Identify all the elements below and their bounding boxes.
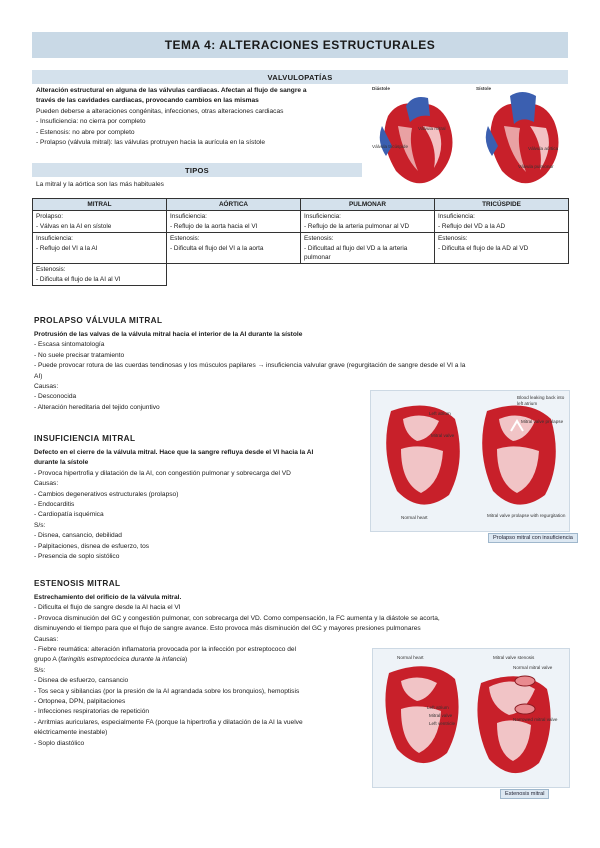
estenosis-cause-2 (34, 655, 370, 665)
insuficiencia-figure (370, 390, 570, 532)
estenosis-cause-2-italic: faringitis estreptocócica durante la infancia (60, 656, 186, 664)
insuficiencia-line: - Cambios degenerativos estructurales (prolapso) (34, 490, 179, 498)
heart-label-aortica: Válvula aórtica (528, 146, 559, 151)
estenosis-after-line: - Soplo diastólico (34, 739, 85, 747)
estenosis-after-line: - Ortopnea, DPN, palpitaciones (34, 698, 126, 706)
valvulopatias-line: Pueden deberse a alteraciones congénitas, infecciones, otras alteraciones cardiacas (36, 107, 284, 115)
tipos-cell (301, 233, 435, 264)
insuf-label-blood-leaking: Blood leaking back into left atrium (517, 395, 565, 406)
est-label-stenosis: Mitral valve stenosis (493, 655, 535, 660)
estenosis-lines-after (34, 666, 370, 749)
prolapso-line: Protrusión de las valvas de la válvula mitral hacia el interior de la AI durante la sístole (34, 331, 303, 338)
estenosis-after-line: S/s: (34, 666, 46, 674)
insuficiencia-illustration (371, 391, 569, 531)
valvulopatias-line: - Prolapso (válvula mitral): las válvulas protruyen hacia la aurícula en la sístole (36, 139, 266, 147)
prolapso-line: Causas: (34, 383, 59, 391)
page-title: TEMA 4: ALTERACIONES ESTRUCTURALES (32, 32, 568, 58)
estenosis-after-line: - Arritmias auriculares, especialmente FA (porque la hipertrofia y dilatación de la AI la vuelve (34, 718, 303, 726)
tipos-cell-desc: - Dificultad al flujo del VD a la arteria pulmonar (304, 244, 408, 262)
estenosis-line: - Provoca disminución del GC y congestión pulmonar, con sobrecarga del VD. Como compensación, la FC aumenta y la diástole se acorta, (34, 614, 440, 622)
insuf-label-normal-heart: Normal heart (401, 515, 428, 520)
tipos-cell (301, 211, 435, 233)
section-heading-tipos: TIPOS (32, 163, 362, 177)
tipos-cell-desc: - Reflujo del VD a la AD (438, 222, 506, 230)
insuficiencia-line: - Palpitaciones, disnea de esfuerzo, tos (34, 542, 150, 550)
prolapso-line: - Escasa sintomatología (34, 341, 105, 349)
estenosis-cause-2-suffix: ) (185, 656, 188, 664)
tipos-cell (301, 264, 435, 286)
insuficiencia-line: S/s: (34, 521, 46, 529)
tipos-row (33, 233, 569, 264)
estenosis-caption: Estenosis mitral (500, 789, 549, 799)
valvulopatias-line: - Estenosis: no abre por completo (36, 128, 135, 136)
tipos-cell-type: Insuficiencia: (438, 213, 475, 221)
valvulopatias-text (36, 86, 366, 148)
tipos-cell-type: Estenosis: (438, 235, 468, 243)
tipos-table (32, 198, 569, 286)
estenosis-figure (372, 648, 570, 788)
heart-diastole (380, 97, 453, 183)
estenosis-cause-2-prefix: grupo A ( (34, 656, 61, 664)
est-label-mitral-valve: Mitral valve (429, 713, 453, 718)
tipos-cell-type: Estenosis: (36, 266, 66, 274)
prolapso-line: - No suele precisar tratamiento (34, 351, 125, 359)
heart-valves-figure (368, 86, 568, 194)
tipos-intro: La mitral y la aórtica son las más habituales (36, 181, 164, 188)
insuficiencia-line: - Endocarditis (34, 501, 75, 509)
insuficiencia-caption: Prolapso mitral con insuficiencia (488, 533, 578, 543)
tipos-col-mitral: MITRAL (33, 199, 167, 211)
heart-label-tricuspide: Válvula tricúspide (372, 144, 409, 149)
heart-illustration (368, 86, 568, 194)
estenosis-after-line: - Disnea de esfuerzo, cansancio (34, 677, 129, 685)
normal-valve-shape (515, 676, 535, 686)
prolapso-line: - Puede provocar rotura de las cuerdas tendinosas y los músculos papilares → insuficiencia valvular grave (regurgitación de sangre desde el VI a la (34, 362, 466, 370)
estenosis-text-top (34, 593, 568, 645)
prolapso-line: - Desconocida (34, 393, 77, 401)
tipos-col-aortica: AÓRTICA (167, 199, 301, 211)
estenosis-after-line: - Infecciones respiratorias de repetición (34, 708, 150, 716)
tipos-cell-desc: - Dificulta el flujo del VI a la aorta (170, 244, 264, 252)
estenosis-line: Estrechamiento del orificio de la válvula mitral. (34, 594, 182, 601)
tipos-cell (435, 264, 569, 286)
narrowed-valve-shape (515, 704, 535, 714)
estenosis-after-line: - Tos seca y sibilancias (por la presión de la AI agrandada sobre los bronquios), hemoptisis (34, 687, 300, 695)
insuficiencia-text (34, 448, 364, 562)
insuficiencia-line: durante la sístole (34, 459, 89, 467)
estenosis-line: Causas: (34, 635, 59, 643)
heart-label-pulmonar: Válvula pulmonar (518, 164, 554, 169)
tipos-cell-desc: - Reflujo de la arteria pulmonar al VD (304, 222, 410, 230)
section-heading-insuficiencia: INSUFICIENCIA MITRAL (34, 434, 136, 443)
est-label-left-atrium: Left atrium (427, 705, 449, 710)
heart-label-mitral: Válvula mitral (418, 126, 446, 131)
tipos-col-pulmonar: PULMONAR (301, 199, 435, 211)
insuf-label-prolapse: Mitral valve prolapse (521, 419, 564, 424)
tipos-cell-type: Estenosis: (304, 235, 334, 243)
valvulopatias-line: Alteración estructural en alguna de las válvulas cardiacas. Afectan al flujo de sangre a (36, 87, 307, 94)
tipos-cell-type: Prolapso: (36, 213, 63, 221)
estenosis-line: disminuyendo el tiempo para que el flujo de sangre avance. Esto provoca más disminución del GC y mayores presiones pulmonares (34, 625, 421, 633)
tipos-cell-desc: - Válvas en la AI en sístole (36, 222, 112, 230)
tipos-cell-desc: - Dificulta el flujo de la AD al VD (438, 244, 529, 252)
tipos-header-row (33, 199, 569, 211)
prolapso-line: - Alteración hereditaria del tejido conjuntivo (34, 403, 160, 411)
insuf-label-prolapse-regurgitation: Mitral valve prolapse with regurgitation (487, 513, 566, 518)
insuficiencia-line: - Cardiopatía isquémica (34, 511, 104, 519)
tipos-cell-desc: - Dificulta el flujo de la AI al VI (36, 275, 121, 283)
tipos-cell (167, 264, 301, 286)
section-heading-valvulopatias: VALVULOPATÍAS (32, 70, 568, 84)
insuficiencia-line: - Disnea, cansancio, debilidad (34, 532, 122, 540)
estenosis-text-bottom (34, 645, 370, 749)
section-heading-estenosis: ESTENOSIS MITRAL (34, 579, 121, 588)
tipos-cell-type: Insuficiencia: (170, 213, 207, 221)
valvulopatias-line: - Insuficiencia: no cierra por completo (36, 118, 146, 126)
prolapso-line: AI) (34, 372, 43, 380)
tipos-cell-desc: - Reflujo del VI a la AI (36, 244, 98, 252)
insuf-label-left-atrium: Left atrium (429, 411, 451, 416)
tipos-cell (435, 211, 569, 233)
tipos-row (33, 211, 569, 233)
tipos-cell-desc: - Reflujo de la aorta hacia el VI (170, 222, 258, 230)
est-label-normal-heart: Normal heart (397, 655, 424, 660)
estenosis-cause-1: - Fiebre reumática: alteración inflamatoria provocada por la infección por estreptococo del (34, 646, 297, 653)
estenosis-line: - Dificulta el flujo de sangre desde la AI hacia el VI (34, 604, 181, 612)
tipos-cell (435, 233, 569, 264)
heart-right-title: Sístole (476, 86, 492, 91)
heart-left-title: Diástole (372, 86, 390, 91)
insuficiencia-line: - Presencia de soplo sistólico (34, 553, 120, 561)
insuficiencia-line: Defecto en el cierre de la válvula mitral. Hace que la sangre refluya desde el VI hacia la AI (34, 449, 314, 456)
est-label-left-ventricle: Left ventricle (429, 721, 456, 726)
section-heading-prolapso: PROLAPSO VÁLVULA MITRAL (34, 316, 163, 325)
tipos-cell (33, 264, 167, 286)
normal-heart-drawing (386, 406, 460, 505)
insuf-label-mitral-valve: Mitral valve (431, 433, 455, 438)
tipos-cell (167, 233, 301, 264)
tipos-cell (33, 233, 167, 264)
insuficiencia-line: - Provoca hipertrofia y dilatación de la AI, con congestión pulmonar y sobrecarga del VD (34, 469, 291, 477)
tipos-cell-type: Insuficiencia: (36, 235, 73, 243)
insuficiencia-line: Causas: (34, 480, 59, 488)
tipos-row (33, 264, 569, 286)
est-label-narrowed-valve: Narrowed mitral valve (513, 717, 558, 722)
tipos-cell-type: Estenosis: (170, 235, 200, 243)
tipos-cell (33, 211, 167, 233)
estenosis-after-line: eléctricamente inestable) (34, 729, 108, 737)
tipos-cell (167, 211, 301, 233)
tipos-cell-type: Insuficiencia: (304, 213, 341, 221)
valvulopatias-line: través de las cavidades cardiacas, provocando cambios en las mismas (36, 97, 259, 105)
tipos-col-tricuspide: TRICÚSPIDE (435, 199, 569, 211)
est-stenosis-heart (477, 676, 550, 773)
est-label-normal-valve: Normal mitral valve (513, 665, 553, 670)
heart-systole (486, 92, 559, 183)
